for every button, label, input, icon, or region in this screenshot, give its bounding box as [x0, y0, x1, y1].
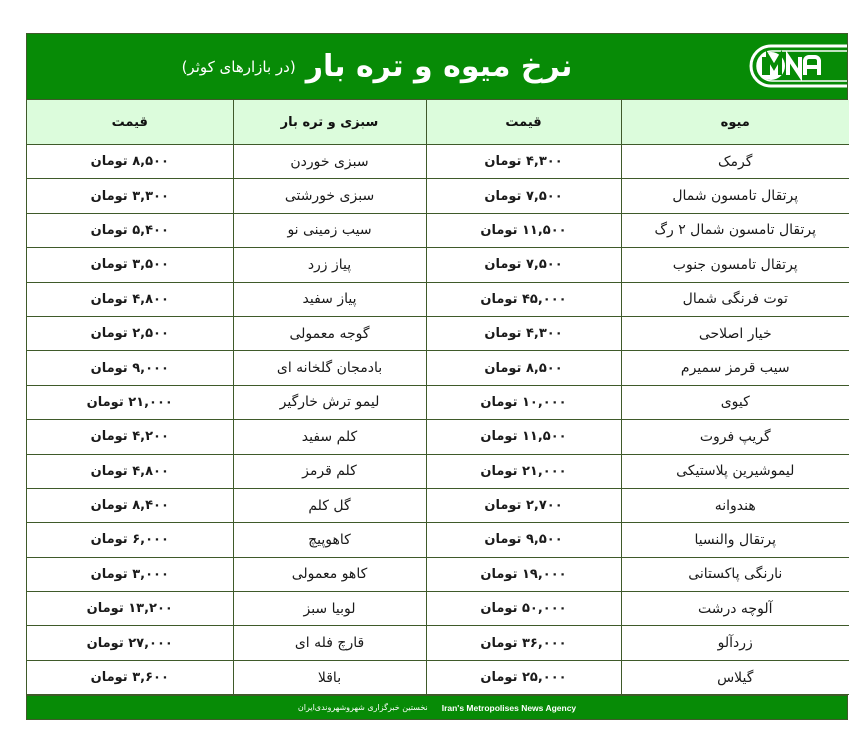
vegetable-price: ۳,۳۰۰ تومان [27, 179, 233, 213]
fruit-price: ۲۵,۰۰۰ تومان [426, 660, 621, 694]
fruit-price: ۸,۵۰۰ تومان [426, 351, 621, 385]
table-row [27, 248, 849, 282]
fruit-price: ۹,۵۰۰ تومان [426, 523, 621, 557]
vegetable-name: لوبیا سبز [233, 592, 426, 626]
table-row [27, 213, 849, 247]
vegetable-price: ۴,۲۰۰ تومان [27, 420, 233, 454]
column-header-fruit-price: قیمت [426, 100, 621, 145]
fruit-price: ۷,۵۰۰ تومان [426, 179, 621, 213]
vegetable-price: ۲,۵۰۰ تومان [27, 316, 233, 350]
page-title: نرخ میوه و تره بار [305, 49, 573, 84]
vegetable-price: ۲۷,۰۰۰ تومان [27, 626, 233, 660]
fruit-price: ۱۹,۰۰۰ تومان [426, 557, 621, 591]
price-table-card [26, 33, 848, 720]
vegetable-price: ۳,۵۰۰ تومان [27, 248, 233, 282]
vegetable-price: ۹,۰۰۰ تومان [27, 351, 233, 385]
fruit-name: آلوچه درشت [621, 592, 849, 626]
vegetable-price: ۳,۰۰۰ تومان [27, 557, 233, 591]
table-row [27, 145, 849, 179]
table-row [27, 420, 849, 454]
fruit-name: گریپ فروت [621, 420, 849, 454]
vegetable-price: ۱۳,۲۰۰ تومان [27, 592, 233, 626]
table-body [27, 145, 849, 695]
fruit-name: پرتقال تامسون شمال ۲ رگ [621, 213, 849, 247]
fruit-price: ۲,۷۰۰ تومان [426, 488, 621, 522]
fruit-name: گرمک [621, 145, 849, 179]
fruit-price: ۷,۵۰۰ تومان [426, 248, 621, 282]
vegetable-name: گوجه معمولی [233, 316, 426, 350]
vegetable-price: ۵,۴۰۰ تومان [27, 213, 233, 247]
vegetable-name: سبزی خورشتی [233, 179, 426, 213]
fruit-name: خیار اصلاحی [621, 316, 849, 350]
vegetable-price: ۴,۸۰۰ تومان [27, 282, 233, 316]
footer-english-tagline: Iran's Metropolises News Agency [441, 702, 577, 713]
fruit-price: ۱۱,۵۰۰ تومان [426, 213, 621, 247]
vegetable-name: کلم قرمز [233, 454, 426, 488]
vegetable-price: ۸,۵۰۰ تومان [27, 145, 233, 179]
table-header-row [27, 100, 849, 145]
vegetable-name: سیب زمینی نو [233, 213, 426, 247]
column-header-vegetable-price: قیمت [27, 100, 233, 145]
price-table [27, 100, 849, 695]
vegetable-name: پیاز سفید [233, 282, 426, 316]
table-row [27, 454, 849, 488]
column-header-fruit: میوه [621, 100, 849, 145]
vegetable-name: بادمجان گلخانه ای [233, 351, 426, 385]
table-row [27, 179, 849, 213]
vegetable-price: ۶,۰۰۰ تومان [27, 523, 233, 557]
fruit-price: ۳۶,۰۰۰ تومان [426, 626, 621, 660]
vegetable-name: سبزی خوردن [233, 145, 426, 179]
fruit-price: ۵۰,۰۰۰ تومان [426, 592, 621, 626]
fruit-price: ۲۱,۰۰۰ تومان [426, 454, 621, 488]
fruit-name: گیلاس [621, 660, 849, 694]
footer-bar [27, 695, 847, 719]
vegetable-price: ۳,۶۰۰ تومان [27, 660, 233, 694]
table-row [27, 488, 849, 522]
vegetable-name: کلم سفید [233, 420, 426, 454]
fruit-price: ۴,۳۰۰ تومان [426, 145, 621, 179]
column-header-vegetable: سبزی و تره بار [233, 100, 426, 145]
table-row [27, 316, 849, 350]
title-banner [27, 34, 847, 100]
title-group [27, 34, 727, 99]
fruit-name: پرتقال والنسیا [621, 523, 849, 557]
page-subtitle: (در بازارهای کوثر) [181, 57, 296, 76]
imna-logo-icon [747, 42, 847, 90]
fruit-price: ۱۱,۵۰۰ تومان [426, 420, 621, 454]
vegetable-name: گل کلم [233, 488, 426, 522]
vegetable-price: ۴,۸۰۰ تومان [27, 454, 233, 488]
fruit-price: ۴۵,۰۰۰ تومان [426, 282, 621, 316]
table-row [27, 385, 849, 419]
table-row [27, 557, 849, 591]
vegetable-name: قارچ فله ای [233, 626, 426, 660]
table-row [27, 626, 849, 660]
vegetable-name: باقلا [233, 660, 426, 694]
vegetable-price: ۸,۴۰۰ تومان [27, 488, 233, 522]
fruit-name: پرتقال تامسون جنوب [621, 248, 849, 282]
footer-persian-tagline: نخستین خبرگزاری شهروشهروندی‌ایران [297, 703, 428, 713]
table-row [27, 660, 849, 694]
fruit-name: پرتقال تامسون شمال [621, 179, 849, 213]
vegetable-name: کاهو معمولی [233, 557, 426, 591]
fruit-price: ۴,۳۰۰ تومان [426, 316, 621, 350]
table-row [27, 592, 849, 626]
fruit-name: سیب قرمز سمیرم [621, 351, 849, 385]
fruit-name: لیموشیرین پلاستیکی [621, 454, 849, 488]
table-row [27, 282, 849, 316]
vegetable-name: پیاز زرد [233, 248, 426, 282]
table-row [27, 351, 849, 385]
vegetable-name: لیمو ترش خارگیر [233, 385, 426, 419]
fruit-name: زردآلو [621, 626, 849, 660]
fruit-price: ۱۰,۰۰۰ تومان [426, 385, 621, 419]
table-row [27, 523, 849, 557]
fruit-name: توت فرنگی شمال [621, 282, 849, 316]
fruit-name: کیوی [621, 385, 849, 419]
fruit-name: هندوانه [621, 488, 849, 522]
vegetable-price: ۲۱,۰۰۰ تومان [27, 385, 233, 419]
fruit-name: نارنگی پاکستانی [621, 557, 849, 591]
vegetable-name: کاهوپیچ [233, 523, 426, 557]
